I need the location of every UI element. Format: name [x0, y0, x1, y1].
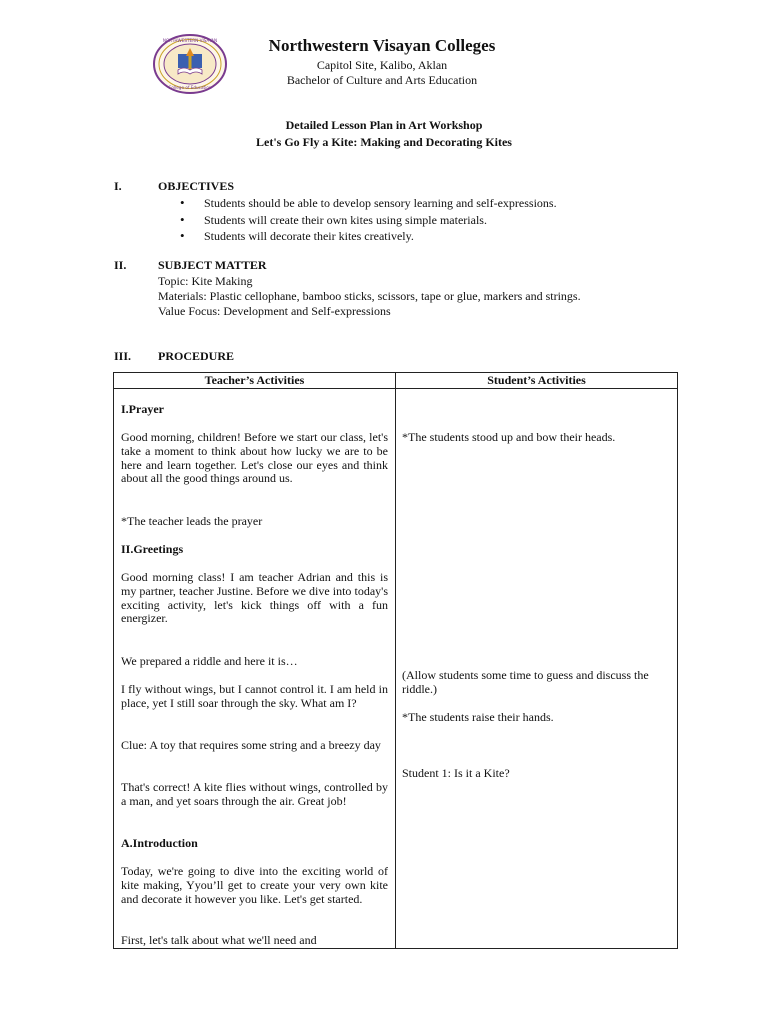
column-header-teacher: Teacher’s Activities: [204, 373, 305, 387]
table-header-divider: [114, 388, 677, 389]
lesson-title: Detailed Lesson Plan in Art Workshop: [285, 118, 483, 132]
college-address: Capitol Site, Kalibo, Aklan: [316, 58, 448, 72]
introduction-text: Today, we're going to dive into the exciting world of kite making, Yyou’ll get to create your very own kite and decorate it however you like. Let's get started.: [121, 864, 388, 906]
lesson-subtitle: Let's Go Fly a Kite: Making and Decorating Kites: [256, 135, 512, 149]
column-header-student: Student’s Activities: [487, 373, 586, 387]
subject-topic: Topic: Kite Making: [158, 274, 253, 288]
college-seal-logo: [152, 34, 228, 94]
riddle-intro: We prepared a riddle and here it is…: [121, 654, 298, 668]
subject-matter-body: [158, 274, 678, 319]
svg-text:NORTHWESTERN VISAYAN: NORTHWESTERN VISAYAN: [162, 38, 218, 43]
college-name: Northwestern Visayan Colleges: [268, 36, 496, 55]
prayer-heading: I.Prayer: [121, 402, 164, 416]
student-guess-riddle: (Allow students some time to guess and discuss the riddle.): [402, 668, 649, 696]
college-header: [236, 34, 528, 88]
prayer-note: *The teacher leads the prayer: [121, 514, 263, 528]
greetings-text: Good morning class! I am teacher Adrian and this is my partner, teacher Justine. Before we dive into today's exciting activity, let's kick things off with a fun energizer.: [121, 570, 388, 626]
objectives-list: [180, 195, 557, 245]
materials-lead-in: First, let's talk about what we'll need and: [121, 933, 317, 947]
greetings-heading: II.Greetings: [121, 542, 184, 556]
introduction-heading: A.Introduction: [121, 836, 198, 850]
student-answer: Student 1: Is it a Kite?: [402, 766, 510, 780]
section-number-subject: II.: [114, 258, 127, 272]
riddle-answer: That's correct! A kite flies without wings, controlled by a man, and yet soars through the air. Great job!: [121, 780, 388, 808]
student-response-prayer: *The students stood up and bow their heads.: [402, 430, 616, 444]
riddle-text: I fly without wings, but I cannot control it. I am held in place, yet I still soar through the sky. What am I?: [121, 682, 388, 710]
section-number-objectives: I.: [114, 179, 122, 193]
table-column-divider: [395, 373, 396, 948]
section-number-procedure: III.: [114, 349, 132, 363]
college-program: Bachelor of Culture and Arts Education: [286, 73, 478, 87]
section-heading-procedure: PROCEDURE: [158, 349, 235, 363]
section-heading-subject: SUBJECT MATTER: [158, 258, 267, 272]
procedure-table: [113, 372, 678, 949]
svg-text:College of Education: College of Education: [168, 85, 212, 90]
student-raise-hands: *The students raise their hands.: [402, 710, 554, 724]
riddle-clue: Clue: A toy that requires some string and a breezy day: [121, 738, 381, 752]
objective-item: • Students will create their own kites using simple materials.: [180, 212, 557, 229]
prayer-text: Good morning, children! Before we start our class, let's take a moment to think about how lucky we are to be here and learn together. Let's close our eyes and think about all the good things around us.: [121, 430, 388, 486]
section-heading-objectives: OBJECTIVES: [158, 179, 235, 193]
subject-value-focus: Value Focus: Development and Self-expressions: [158, 304, 391, 318]
objective-item: • Students should be able to develop sensory learning and self-expressions.: [180, 195, 557, 212]
subject-materials: Materials: Plastic cellophane, bamboo sticks, scissors, tape or glue, markers and strings.: [158, 289, 581, 303]
lesson-title-block: [114, 117, 654, 151]
objective-item: • Students will decorate their kites creatively.: [180, 228, 557, 245]
